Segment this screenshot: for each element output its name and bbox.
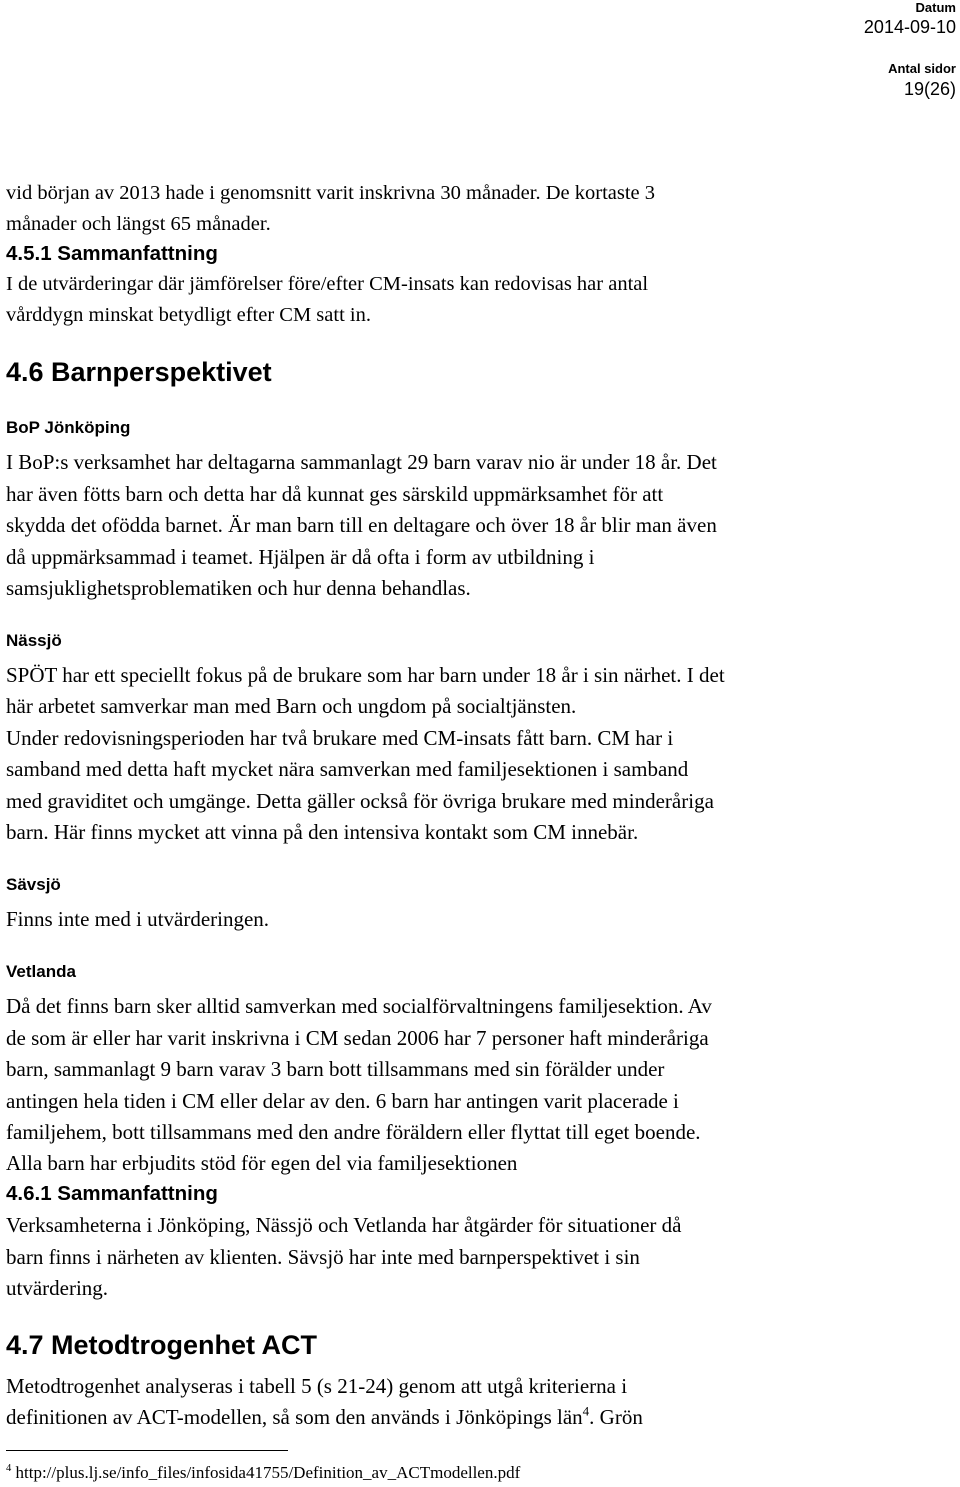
intro-line-1: vid början av 2013 hade i genomsnitt varit inskrivna 30 månader. De kortaste 3 [6, 182, 656, 204]
footnote [6, 1462, 520, 1484]
summary-461-line-1: Verksamheterna i Jönköping, Nässjö och Vetlanda har åtgärder för situationer då [6, 1213, 682, 1237]
heading-vetlanda: Vetlanda [6, 962, 76, 981]
section-47-line-2 [6, 1402, 643, 1432]
heading-4-5-1: 4.5.1 Sammanfattning [6, 242, 218, 265]
heading-nassjo: Nässjö [6, 631, 62, 650]
summary-461-line-3: utvärdering. [6, 1276, 109, 1300]
vetlanda-line-3: barn, sammanlagt 9 barn varav 3 barn bott tillsammans med sin förälder under [6, 1057, 665, 1081]
heading-4-6: 4.6 Barnperspektivet [6, 357, 272, 387]
section-47-line-2-text: definitionen av ACT-modellen, så som den används i Jönköpings län [6, 1405, 583, 1429]
pages-label: Antal sidor [888, 61, 956, 76]
intro-line-2: månader och längst 65 månader. [6, 213, 271, 235]
footnote-url: http://plus.lj.se/info_files/infosida41755/Definition_av_ACTmodellen.pdf [11, 1463, 521, 1482]
vetlanda-line-1: Då det finns barn sker alltid samverkan med socialförvaltningens familjesektion. Av [6, 994, 712, 1018]
bop-line-5: samsjuklighetsproblematiken och hur denna behandlas. [6, 576, 471, 600]
vetlanda-line-6: Alla barn har erbjudits stöd för egen del via familjesektionen [6, 1151, 518, 1175]
summary-451-line-1: I de utvärderingar där jämförelser före/efter CM-insats kan redovisas har antal [6, 273, 649, 295]
summary-461-line-2: barn finns i närheten av klienten. Sävsjö har inte med barnperspektivet i sin [6, 1245, 640, 1269]
nassjo-line-5: med graviditet och umgänge. Detta gäller också för övriga brukare med minderåriga [6, 789, 714, 813]
bop-line-1: I BoP:s verksamhet har deltagarna sammanlagt 29 barn varav nio är under 18 år. Det [6, 450, 717, 474]
vetlanda-line-4: antingen hela tiden i CM eller delar av den. 6 barn har antingen varit placerade i [6, 1089, 679, 1113]
bop-line-3: skydda det ofödda barnet. Är man barn till en deltagare och över 18 år blir man även [6, 513, 717, 537]
section-47-line-1: Metodtrogenhet analyseras i tabell 5 (s 21-24) genom att utgå kriterierna i [6, 1374, 628, 1398]
pages-value: 19(26) [903, 79, 956, 99]
nassjo-line-2: här arbetet samverkar man med Barn och ungdom på socialtjänsten. [6, 694, 577, 718]
heading-savsjo: Sävsjö [6, 875, 61, 894]
heading-bop-jonkoping: BoP Jönköping [6, 418, 131, 437]
savsjo-line-1: Finns inte med i utvärderingen. [6, 907, 270, 931]
bop-line-4: då uppmärksammad i teamet. Hjälpen är då ofta i form av utbildning i [6, 545, 595, 569]
date-label: Datum [915, 0, 956, 15]
nassjo-line-1: SPÖT har ett speciellt fokus på de brukare som har barn under 18 år i sin närhet. I det [6, 663, 725, 687]
footnote-number: 4 [6, 1463, 12, 1475]
heading-4-6-1: 4.6.1 Sammanfattning [6, 1182, 218, 1205]
bop-line-2: har även fötts barn och detta har då kunnat ges särskild uppmärksamhet för att [6, 482, 664, 506]
vetlanda-line-5: familjehem, bott tillsammans med den andre föräldern eller flyttat till eget boende. [6, 1120, 701, 1144]
heading-4-7: 4.7 Metodtrogenhet ACT [6, 1330, 318, 1360]
summary-451-line-2: vårddygn minskat betydligt efter CM satt in. [6, 304, 371, 326]
vetlanda-line-2: de som är eller har varit inskrivna i CM sedan 2006 har 7 personer haft minderåriga [6, 1026, 709, 1050]
section-47-line-2-tail: . Grön [589, 1405, 643, 1429]
date-value: 2014-09-10 [863, 17, 956, 37]
nassjo-line-6: barn. Här finns mycket att vinna på den intensiva kontakt som CM innebär. [6, 820, 639, 844]
nassjo-line-3: Under redovisningsperioden har två brukare med CM-insats fått barn. CM har i [6, 726, 674, 750]
footnote-reference: 4 [582, 1403, 590, 1419]
nassjo-line-4: samband med detta haft mycket nära samverkan med familjesektionen i samband [6, 757, 689, 781]
footnote-divider [6, 1450, 288, 1451]
